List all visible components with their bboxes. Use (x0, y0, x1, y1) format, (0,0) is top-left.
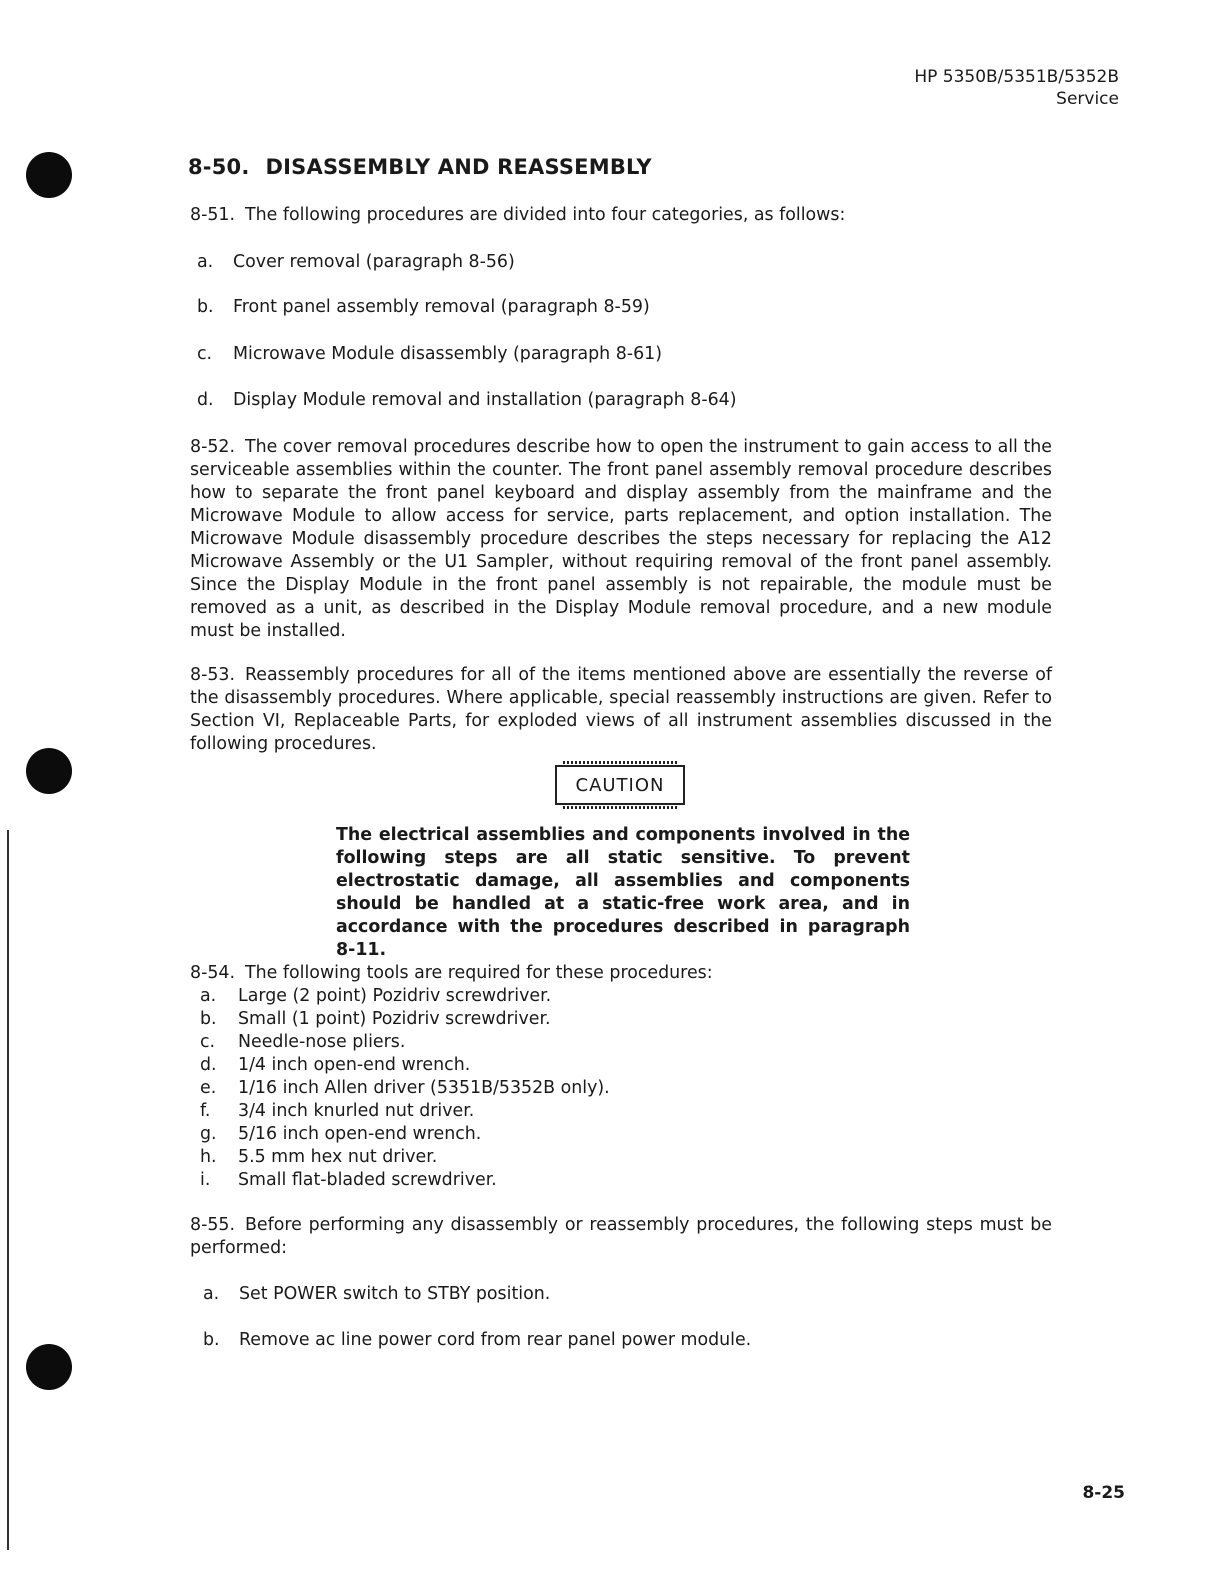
list-item-text: Small flat-bladed screwdriver. (238, 1170, 497, 1190)
paragraph-8-55 (190, 1214, 1052, 1260)
paragraph-heading (190, 962, 713, 985)
paragraph-8-54 (190, 962, 713, 1192)
paragraph-text: Reassembly procedures for all of the items mentioned above are essentially the reverse of the disassembly procedures. Where applicable, special reassembly instructions are given. Refer to Section VI, Replaceable Parts, for exploded views of all instrument assemblies discussed in the following procedures. (190, 665, 1052, 754)
caution-text: The electrical assemblies and components involved in the following steps are all static sensitive. To prevent electrostatic damage, all assemblies and components should be handled at a static-free work area, and in accordance with the procedures described in paragraph 8-11. (336, 825, 910, 960)
section-number: 8-50. (188, 155, 250, 179)
list-item-text: Microwave Module disassembly (paragraph 8-61) (233, 344, 662, 364)
tool-item (190, 1123, 713, 1146)
list-item (197, 296, 650, 319)
paragraph-text: The cover removal procedures describe how to open the instrument to gain access to all the serviceable assemblies within the counter. The front panel assembly removal procedure describes how to separate the front panel keyboard and display assembly from the mainframe and the Microwave Module to allow access for service, parts replacement, and option installation. The Microwave Module disassembly procedure describes the steps necessary for replacing the A12 Microwave Assembly or the U1 Sampler, without requiring removal of the front panel assembly. Since the Display Module in the front panel assembly is not repairable, the module must be removed as a unit, as described in the Display Module removal procedure, and a new module must be installed. (190, 437, 1052, 641)
list-item-text: 5/16 inch open-end wrench. (238, 1124, 482, 1144)
list-item-text: Front panel assembly removal (paragraph 8-59) (233, 297, 650, 317)
list-item (203, 1329, 751, 1352)
list-item-text: Set POWER switch to STBY position. (239, 1284, 551, 1304)
list-item-label: c. (197, 344, 213, 364)
paragraph-number: 8-54. (190, 963, 235, 983)
tool-item (190, 1031, 713, 1054)
section-title-text: DISASSEMBLY AND REASSEMBLY (265, 155, 652, 179)
list-item-label: a. (200, 986, 217, 1006)
paragraph-number: 8-53. (190, 665, 235, 685)
list-item-text: 1/16 inch Allen driver (5351B/5352B only). (238, 1078, 610, 1098)
tool-item (190, 1169, 713, 1192)
paragraph-text: The following tools are required for these procedures: (245, 963, 713, 983)
paragraph-8-52 (190, 436, 1052, 643)
list-item-label: a. (197, 252, 214, 272)
binder-hole-top (26, 152, 72, 198)
list-item-label: b. (200, 1009, 217, 1029)
list-item-label: c. (200, 1032, 216, 1052)
list-item (197, 343, 662, 366)
list-item-text: Remove ac line power cord from rear panel power module. (239, 1330, 752, 1350)
list-item (203, 1283, 550, 1306)
list-item-label: d. (197, 390, 214, 410)
paragraph-8-51 (190, 204, 1052, 227)
paragraph-8-53 (190, 664, 1052, 756)
list-item-label: h. (200, 1147, 217, 1167)
list-item-text: 3/4 inch knurled nut driver. (238, 1101, 475, 1121)
list-item-text: Small (1 point) Pozidriv screwdriver. (238, 1009, 551, 1029)
tool-item (190, 1077, 713, 1100)
tool-item (190, 1146, 713, 1169)
header-model: HP 5350B/5351B/5352B (914, 67, 1119, 87)
page-header (914, 66, 1119, 110)
list-item-text: Large (2 point) Pozidriv screwdriver. (238, 986, 552, 1006)
tool-item (190, 1100, 713, 1123)
list-item (197, 389, 737, 412)
list-item-text: 1/4 inch open-end wrench. (238, 1055, 471, 1075)
tool-item (190, 985, 713, 1008)
list-item-label: d. (200, 1055, 217, 1075)
list-item (197, 251, 515, 274)
list-item-label: e. (200, 1078, 217, 1098)
paragraph-number: 8-52. (190, 437, 235, 457)
list-item-label: i. (200, 1170, 211, 1190)
list-item-label: b. (197, 297, 214, 317)
list-item-text: 5.5 mm hex nut driver. (238, 1147, 438, 1167)
tool-item (190, 1054, 713, 1077)
paragraph-text: The following procedures are divided into four categories, as follows: (245, 205, 846, 225)
list-item-label: a. (203, 1284, 220, 1304)
list-item-text: Cover removal (paragraph 8-56) (233, 252, 515, 272)
list-item-label: f. (200, 1101, 211, 1121)
paragraph-number: 8-55. (190, 1215, 235, 1235)
paragraph-text: Before performing any disassembly or reassembly procedures, the following steps must be performed: (190, 1215, 1052, 1258)
list-item-text: Needle-nose pliers. (238, 1032, 406, 1052)
paragraph-number: 8-51. (190, 205, 235, 225)
section-title (188, 155, 652, 179)
page-number: 8-25 (1082, 1483, 1125, 1503)
binder-hole-middle (26, 748, 72, 794)
binder-hole-bottom (26, 1344, 72, 1390)
list-item-label: g. (200, 1124, 217, 1144)
tool-item (190, 1008, 713, 1031)
caution-label: CAUTION (555, 765, 685, 805)
list-item-text: Display Module removal and installation (paragraph 8-64) (233, 390, 737, 410)
list-item-label: b. (203, 1330, 220, 1350)
scan-edge-mark (7, 830, 9, 1550)
header-section: Service (1056, 89, 1119, 109)
